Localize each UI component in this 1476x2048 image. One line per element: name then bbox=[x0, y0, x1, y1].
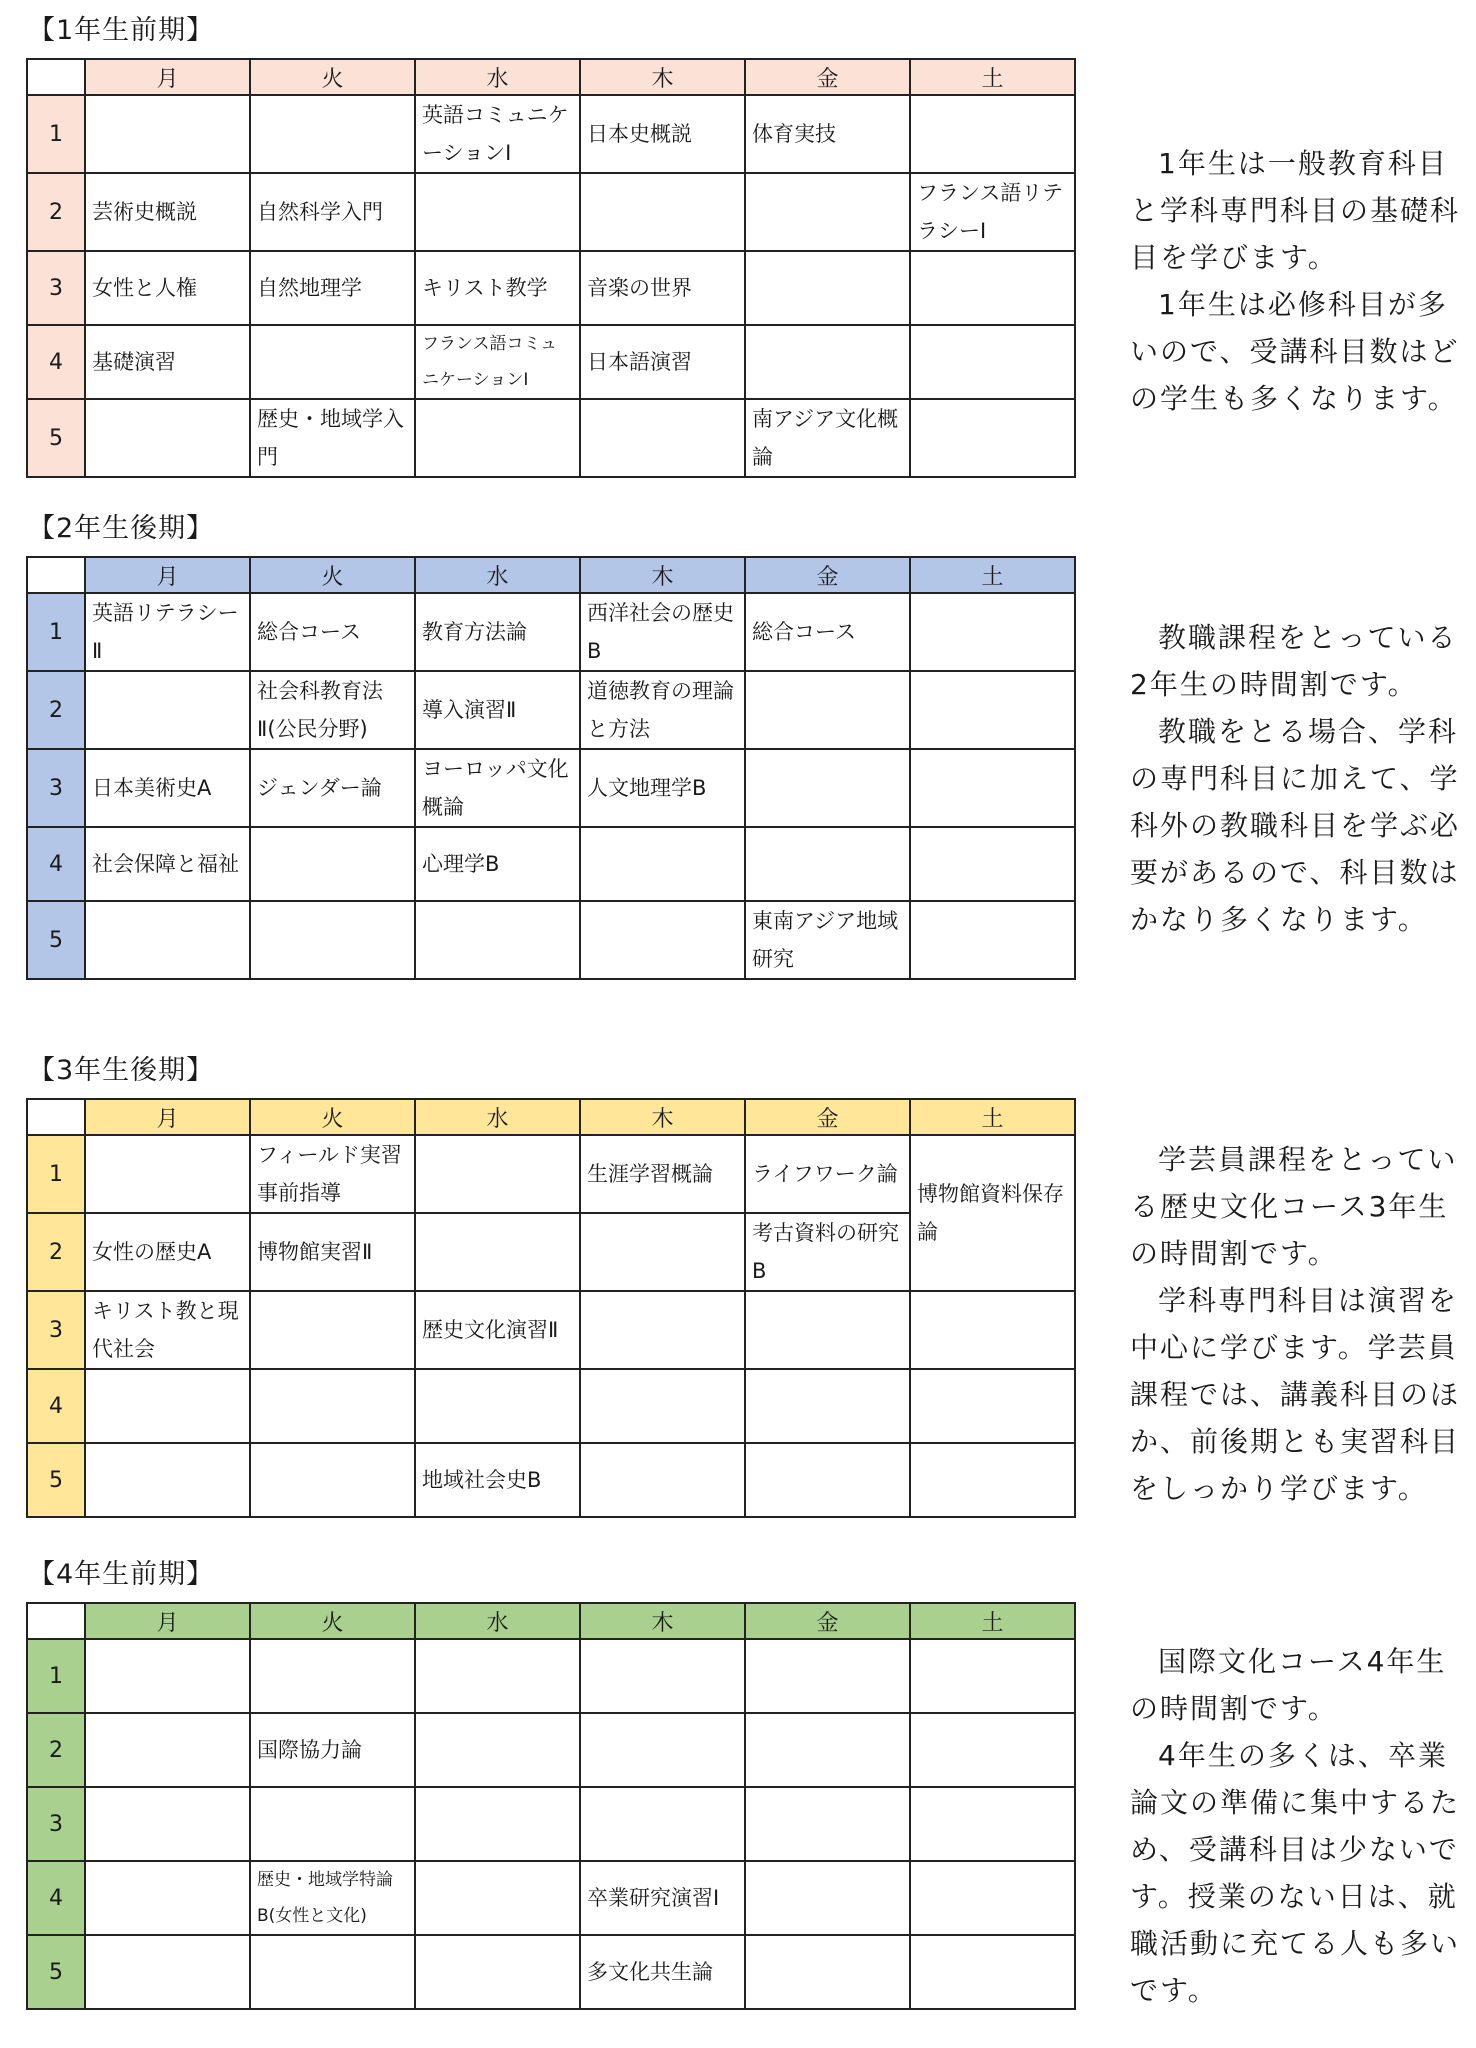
class-cell: 基礎演習 bbox=[85, 325, 250, 399]
class-cell bbox=[910, 1443, 1075, 1517]
class-cell bbox=[415, 1713, 580, 1787]
class-cell bbox=[910, 399, 1075, 477]
period-label: 2 bbox=[27, 173, 85, 251]
table-row bbox=[27, 1135, 1075, 1213]
period-label: 2 bbox=[27, 1713, 85, 1787]
class-cell bbox=[250, 1443, 415, 1517]
table-row bbox=[27, 325, 1075, 399]
class-cell bbox=[745, 251, 910, 325]
class-cell: フランス語コミュニケーションⅠ bbox=[415, 325, 580, 399]
period-label: 1 bbox=[27, 1639, 85, 1713]
timetable-y1 bbox=[26, 58, 1076, 478]
class-cell bbox=[250, 1639, 415, 1713]
class-cell bbox=[250, 1787, 415, 1861]
class-cell: 西洋社会の歴史B bbox=[580, 593, 745, 671]
class-cell bbox=[580, 1787, 745, 1861]
period-label: 4 bbox=[27, 1369, 85, 1443]
class-cell: 音楽の世界 bbox=[580, 251, 745, 325]
class-cell bbox=[745, 1713, 910, 1787]
day-header: 火 bbox=[250, 557, 415, 593]
class-cell bbox=[415, 1935, 580, 2009]
class-cell bbox=[580, 1213, 745, 1291]
description-y1 bbox=[1130, 140, 1460, 422]
period-label: 3 bbox=[27, 251, 85, 325]
class-cell: 博物館資料保存論 bbox=[910, 1135, 1075, 1291]
description-paragraph: 教職をとる場合、学科の専門科目に加えて、学科外の教職科目を学ぶ必要があるので、科目数はかなり多くなります。 bbox=[1130, 715, 1461, 936]
class-cell: 道徳教育の理論と方法 bbox=[580, 671, 745, 749]
class-cell bbox=[85, 1935, 250, 2009]
class-cell bbox=[580, 827, 745, 901]
description-paragraph: 1年生は必修科目が多いので、受講科目数はどの学生も多くなります。 bbox=[1130, 288, 1460, 415]
day-header: 金 bbox=[745, 1603, 910, 1639]
class-cell bbox=[580, 901, 745, 979]
class-cell bbox=[910, 1935, 1075, 2009]
class-cell bbox=[85, 671, 250, 749]
class-cell: 総合コース bbox=[745, 593, 910, 671]
class-cell bbox=[85, 1787, 250, 1861]
class-cell: 多文化共生論 bbox=[580, 1935, 745, 2009]
class-cell bbox=[910, 1861, 1075, 1935]
class-cell bbox=[910, 251, 1075, 325]
class-cell bbox=[910, 827, 1075, 901]
class-cell: 体育実技 bbox=[745, 95, 910, 173]
table-row bbox=[27, 1861, 1075, 1935]
class-cell bbox=[910, 325, 1075, 399]
period-label: 1 bbox=[27, 593, 85, 671]
class-cell bbox=[580, 1291, 745, 1369]
table-row bbox=[27, 1291, 1075, 1369]
class-cell bbox=[580, 1639, 745, 1713]
class-cell bbox=[415, 1639, 580, 1713]
day-header: 水 bbox=[415, 557, 580, 593]
day-header: 水 bbox=[415, 1099, 580, 1135]
class-cell: 社会保障と福祉 bbox=[85, 827, 250, 901]
day-header: 土 bbox=[910, 59, 1075, 95]
table-row bbox=[27, 251, 1075, 325]
class-cell bbox=[910, 593, 1075, 671]
class-cell bbox=[745, 1639, 910, 1713]
table-row bbox=[27, 1443, 1075, 1517]
class-cell bbox=[415, 1861, 580, 1935]
corner-cell bbox=[27, 557, 85, 593]
table-row bbox=[27, 749, 1075, 827]
class-cell bbox=[250, 901, 415, 979]
class-cell bbox=[250, 1935, 415, 2009]
period-label: 4 bbox=[27, 827, 85, 901]
class-cell bbox=[745, 1291, 910, 1369]
day-header: 金 bbox=[745, 557, 910, 593]
day-header: 水 bbox=[415, 1603, 580, 1639]
section-title-y1: 【1年生前期】 bbox=[28, 15, 215, 46]
class-cell: 女性と人権 bbox=[85, 251, 250, 325]
class-cell bbox=[745, 671, 910, 749]
class-cell bbox=[745, 749, 910, 827]
period-label: 1 bbox=[27, 95, 85, 173]
period-label: 4 bbox=[27, 1861, 85, 1935]
period-label: 5 bbox=[27, 1443, 85, 1517]
class-cell bbox=[910, 1639, 1075, 1713]
class-cell bbox=[250, 95, 415, 173]
period-label: 5 bbox=[27, 901, 85, 979]
class-cell bbox=[415, 1135, 580, 1213]
period-label: 4 bbox=[27, 325, 85, 399]
class-cell bbox=[250, 325, 415, 399]
class-cell: 南アジア文化概論 bbox=[745, 399, 910, 477]
period-label: 5 bbox=[27, 1935, 85, 2009]
class-cell bbox=[85, 1861, 250, 1935]
day-header: 木 bbox=[580, 59, 745, 95]
day-header: 木 bbox=[580, 1099, 745, 1135]
table-row bbox=[27, 1639, 1075, 1713]
class-cell bbox=[85, 399, 250, 477]
description-paragraph: 学科専門科目は演習を中心に学びます。学芸員課程では、講義科目のほか、前後期とも実習科目をしっかり学びます。 bbox=[1130, 1284, 1461, 1505]
class-cell bbox=[580, 1443, 745, 1517]
class-cell bbox=[910, 671, 1075, 749]
class-cell bbox=[85, 1443, 250, 1517]
class-cell bbox=[85, 95, 250, 173]
section-title-y3: 【3年生後期】 bbox=[28, 1055, 215, 1086]
class-cell: 卒業研究演習Ⅰ bbox=[580, 1861, 745, 1935]
class-cell: 英語リテラシーⅡ bbox=[85, 593, 250, 671]
day-header: 月 bbox=[85, 59, 250, 95]
class-cell bbox=[415, 399, 580, 477]
period-label: 1 bbox=[27, 1135, 85, 1213]
period-label: 3 bbox=[27, 1291, 85, 1369]
class-cell: 歴史・地域学入門 bbox=[250, 399, 415, 477]
day-header: 火 bbox=[250, 59, 415, 95]
day-header: 月 bbox=[85, 1099, 250, 1135]
timetable-y2 bbox=[26, 556, 1076, 980]
corner-cell bbox=[27, 1099, 85, 1135]
class-cell: 博物館実習Ⅱ bbox=[250, 1213, 415, 1291]
class-cell bbox=[910, 1713, 1075, 1787]
class-cell: 考古資料の研究B bbox=[745, 1213, 910, 1291]
class-cell bbox=[745, 1369, 910, 1443]
period-label: 2 bbox=[27, 671, 85, 749]
class-cell bbox=[910, 95, 1075, 173]
class-cell: ヨーロッパ文化概論 bbox=[415, 749, 580, 827]
class-cell bbox=[910, 1291, 1075, 1369]
class-cell: 自然科学入門 bbox=[250, 173, 415, 251]
class-cell: 歴史文化演習Ⅱ bbox=[415, 1291, 580, 1369]
table-row bbox=[27, 1787, 1075, 1861]
table-row bbox=[27, 1713, 1075, 1787]
table-row bbox=[27, 399, 1075, 477]
class-cell bbox=[250, 1369, 415, 1443]
class-cell bbox=[415, 173, 580, 251]
class-cell bbox=[745, 1935, 910, 2009]
day-header: 木 bbox=[580, 557, 745, 593]
class-cell: 国際協力論 bbox=[250, 1713, 415, 1787]
day-header: 金 bbox=[745, 1099, 910, 1135]
class-cell: 導入演習Ⅱ bbox=[415, 671, 580, 749]
class-cell: 女性の歴史A bbox=[85, 1213, 250, 1291]
day-header: 土 bbox=[910, 1603, 1075, 1639]
class-cell: 日本美術史A bbox=[85, 749, 250, 827]
class-cell bbox=[745, 827, 910, 901]
class-cell bbox=[745, 1443, 910, 1517]
class-cell bbox=[910, 1369, 1075, 1443]
class-cell bbox=[580, 399, 745, 477]
table-row bbox=[27, 173, 1075, 251]
corner-cell bbox=[27, 1603, 85, 1639]
class-cell bbox=[910, 901, 1075, 979]
table-row bbox=[27, 95, 1075, 173]
class-cell: キリスト教と現代社会 bbox=[85, 1291, 250, 1369]
class-cell: 日本史概説 bbox=[580, 95, 745, 173]
period-label: 3 bbox=[27, 1787, 85, 1861]
section-title-y2: 【2年生後期】 bbox=[28, 513, 215, 544]
class-cell: 生涯学習概論 bbox=[580, 1135, 745, 1213]
corner-cell bbox=[27, 59, 85, 95]
table-row bbox=[27, 1935, 1075, 2009]
class-cell: 歴史・地域学特論B(女性と文化) bbox=[250, 1861, 415, 1935]
day-header: 火 bbox=[250, 1099, 415, 1135]
day-header: 土 bbox=[910, 1099, 1075, 1135]
class-cell: 英語コミュニケーションⅠ bbox=[415, 95, 580, 173]
class-cell bbox=[250, 1291, 415, 1369]
class-cell bbox=[415, 1213, 580, 1291]
class-cell bbox=[745, 1787, 910, 1861]
class-cell bbox=[580, 173, 745, 251]
day-header: 土 bbox=[910, 557, 1075, 593]
class-cell: 人文地理学B bbox=[580, 749, 745, 827]
description-paragraph: 学芸員課程をとっている歴史文化コース3年生の時間割です。 bbox=[1130, 1143, 1458, 1270]
class-cell: 総合コース bbox=[250, 593, 415, 671]
description-y3 bbox=[1130, 1136, 1460, 1512]
class-cell bbox=[745, 325, 910, 399]
table-row bbox=[27, 593, 1075, 671]
timetable-y4 bbox=[26, 1602, 1076, 2010]
class-cell bbox=[745, 1861, 910, 1935]
description-y2 bbox=[1130, 614, 1460, 943]
class-cell: フィールド実習事前指導 bbox=[250, 1135, 415, 1213]
class-cell bbox=[910, 749, 1075, 827]
class-cell: ライフワーク論 bbox=[745, 1135, 910, 1213]
class-cell: フランス語リテラシーⅠ bbox=[910, 173, 1075, 251]
period-label: 3 bbox=[27, 749, 85, 827]
class-cell bbox=[580, 1369, 745, 1443]
day-header: 火 bbox=[250, 1603, 415, 1639]
description-paragraph: 1年生は一般教育科目と学科専門科目の基礎科目を学びます。 bbox=[1130, 147, 1461, 274]
day-header: 金 bbox=[745, 59, 910, 95]
description-y4 bbox=[1130, 1638, 1460, 2014]
class-cell bbox=[85, 1713, 250, 1787]
day-header: 月 bbox=[85, 1603, 250, 1639]
class-cell: キリスト教学 bbox=[415, 251, 580, 325]
description-paragraph: 4年生の多くは、卒業論文の準備に集中するため、受講科目は少ないです。授業のない日は、就職活動に充てる人も多いです。 bbox=[1130, 1739, 1461, 2007]
table-row bbox=[27, 827, 1075, 901]
day-header: 月 bbox=[85, 557, 250, 593]
class-cell bbox=[415, 1369, 580, 1443]
timetable-y3 bbox=[26, 1098, 1076, 1518]
description-paragraph: 教職課程をとっている2年生の時間割です。 bbox=[1130, 621, 1458, 701]
class-cell bbox=[85, 1639, 250, 1713]
day-header: 水 bbox=[415, 59, 580, 95]
table-row bbox=[27, 901, 1075, 979]
header-row bbox=[27, 1099, 1075, 1135]
class-cell bbox=[85, 1135, 250, 1213]
class-cell bbox=[580, 1713, 745, 1787]
class-cell: 地域社会史B bbox=[415, 1443, 580, 1517]
table-row bbox=[27, 1369, 1075, 1443]
class-cell bbox=[85, 1369, 250, 1443]
class-cell: 東南アジア地域研究 bbox=[745, 901, 910, 979]
class-cell: 教育方法論 bbox=[415, 593, 580, 671]
class-cell bbox=[745, 173, 910, 251]
class-cell bbox=[415, 901, 580, 979]
class-cell bbox=[415, 1787, 580, 1861]
class-cell: 社会科教育法Ⅱ(公民分野) bbox=[250, 671, 415, 749]
class-cell bbox=[85, 901, 250, 979]
header-row bbox=[27, 557, 1075, 593]
section-title-y4: 【4年生前期】 bbox=[28, 1559, 215, 1590]
class-cell: ジェンダー論 bbox=[250, 749, 415, 827]
class-cell bbox=[910, 1787, 1075, 1861]
class-cell: 心理学B bbox=[415, 827, 580, 901]
class-cell: 日本語演習 bbox=[580, 325, 745, 399]
table-row bbox=[27, 671, 1075, 749]
header-row bbox=[27, 1603, 1075, 1639]
description-paragraph: 国際文化コース4年生の時間割です。 bbox=[1130, 1645, 1447, 1725]
class-cell bbox=[250, 827, 415, 901]
class-cell: 芸術史概説 bbox=[85, 173, 250, 251]
day-header: 木 bbox=[580, 1603, 745, 1639]
header-row bbox=[27, 59, 1075, 95]
period-label: 5 bbox=[27, 399, 85, 477]
class-cell: 自然地理学 bbox=[250, 251, 415, 325]
period-label: 2 bbox=[27, 1213, 85, 1291]
